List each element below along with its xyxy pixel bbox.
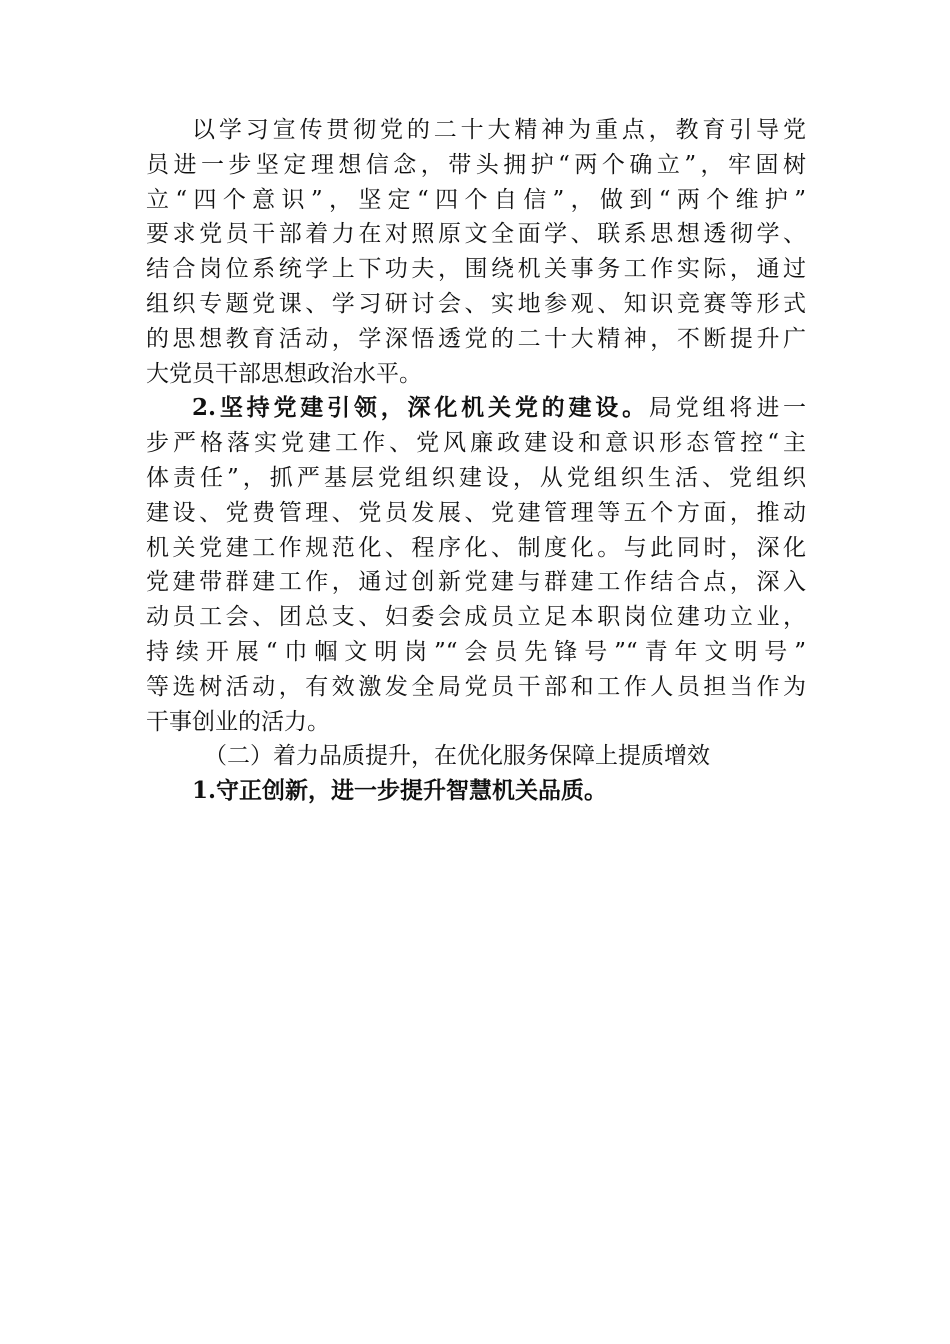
paragraph-first-line [146, 391, 806, 426]
paragraph-line: 体责任”，抓严基层党组织建设，从党组织生活、党组织 [146, 464, 806, 491]
paragraph-ideological-education [146, 113, 806, 391]
paragraph-line: 的思想教育活动，学深悟透党的二十大精神，不断提升广 [146, 325, 806, 352]
paragraph-line: 持续开展“巾帼文明岗”“会员先锋号”“青年文明号” [146, 638, 806, 665]
paragraph-line: 机关党建工作规范化、程序化、制度化。与此同时，深化 [146, 534, 806, 561]
paragraph-line: 建设、党费管理、党员发展、党建管理等五个方面，推动 [146, 499, 806, 526]
paragraph-line: 组织专题党课、学习研讨会、实地参观、知识竞赛等形式 [146, 290, 806, 317]
paragraph-line: 立“四个意识”，坚定“四个自信”，做到“两个维护” [146, 186, 806, 213]
paragraph-line: 大党员干部思想政治水平。 [146, 360, 422, 387]
paragraph-line: 以学习宣传贯彻党的二十大精神为重点，教育引导党 [192, 117, 806, 143]
paragraph-line: 要求党员干部着力在对照原文全面学、联系思想透彻学、 [146, 221, 806, 248]
document-body [146, 113, 806, 809]
paragraph-line: 员进一步坚定理想信念，带头拥护“两个确立”，牢固树 [146, 151, 806, 178]
paragraph-lead-rest: 局党组将进一 [648, 395, 807, 422]
section-heading: （二）着力品质提升，在优化服务保障上提质增效 [204, 743, 710, 770]
paragraph-line: 结合岗位系统学上下功夫，围绕机关事务工作实际，通过 [146, 256, 806, 283]
paragraph-line: 动员工会、团总支、妇委会成员立足本职岗位建功立业， [146, 604, 806, 631]
paragraph-line: 步严格落实党建工作、党风廉政建设和意识形态管控“主 [146, 430, 806, 457]
paragraph-line: 干事创业的活力。 [146, 708, 330, 735]
paragraph-line: 党建带群建工作，通过创新党建与群建工作结合点，深入 [146, 569, 806, 596]
paragraph-party-building [146, 391, 806, 739]
paragraph-bold-lead: 2.坚持党建引领，深化机关党的建设。 [192, 394, 649, 422]
sub-heading: 1.守正创新，进一步提升智慧机关品质。 [192, 777, 608, 805]
paragraph-line: 等选树活动，有效激发全局党员干部和工作人员担当作为 [146, 673, 806, 700]
